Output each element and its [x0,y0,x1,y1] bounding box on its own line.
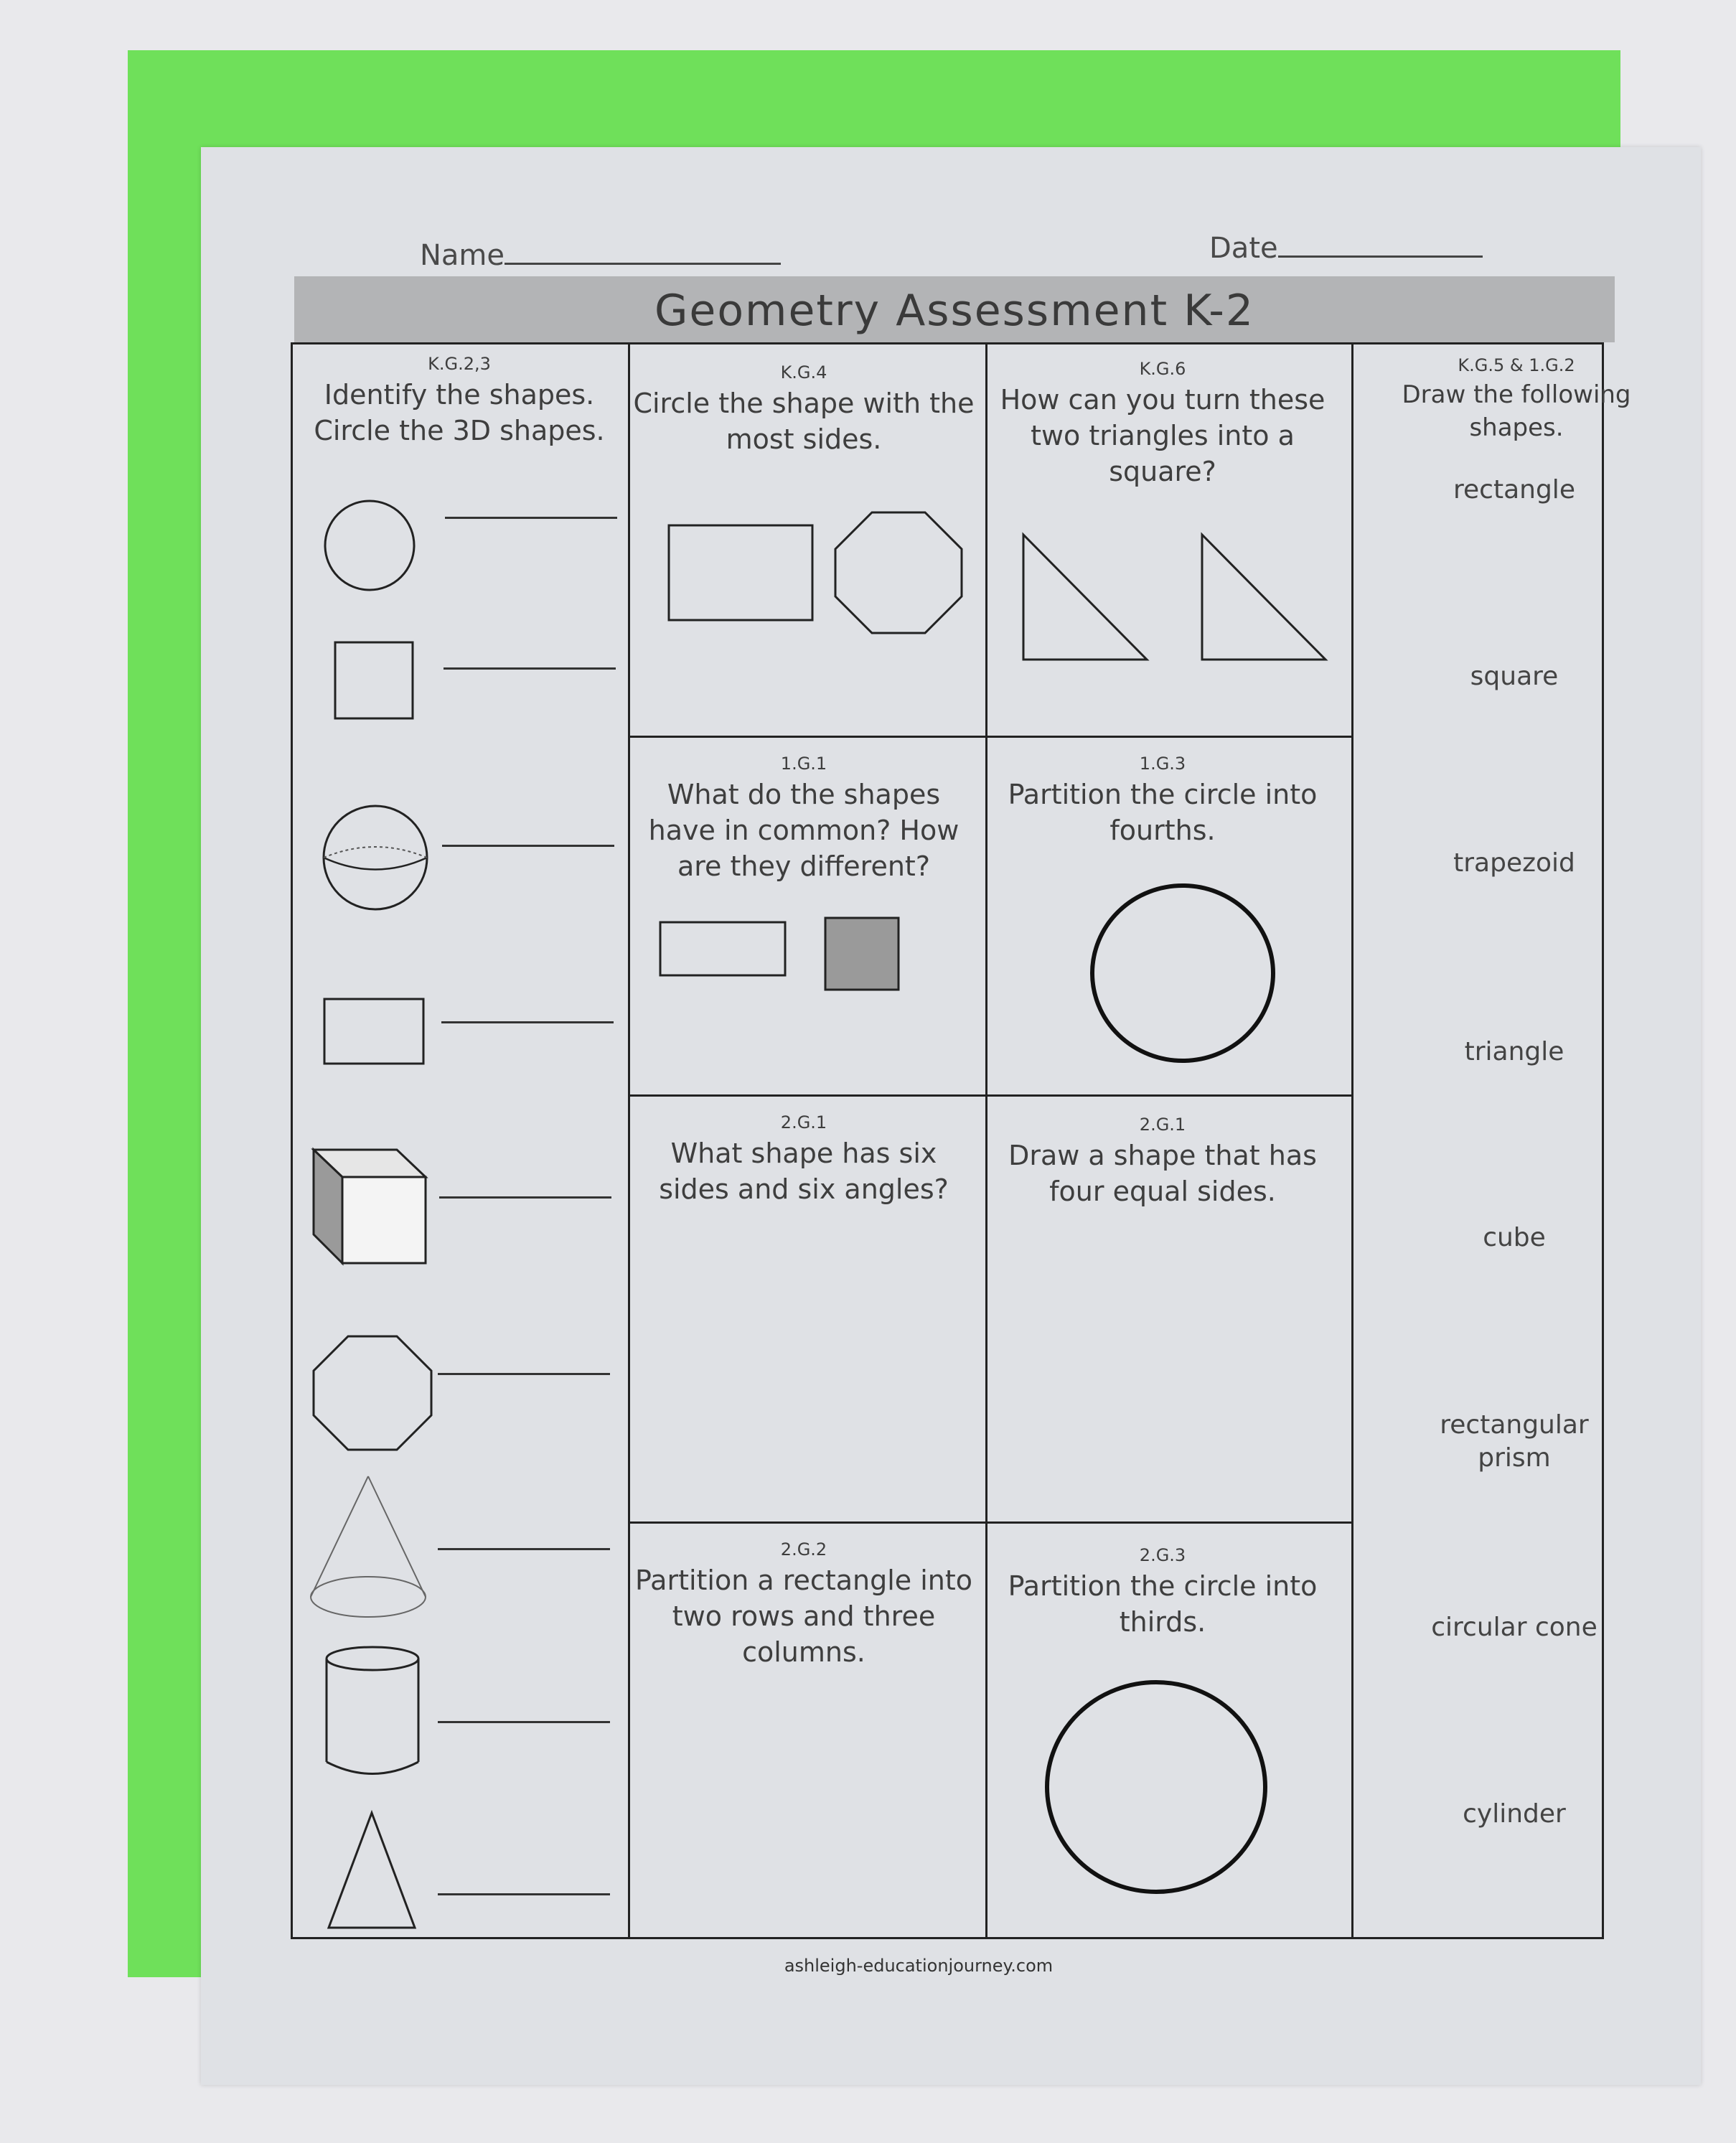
date-line[interactable] [1278,234,1483,258]
draw-item-trapezoid: trapezoid [1453,848,1575,878]
question-1g3 [990,754,1335,848]
draw-item-rectangular-prism: rectangular prism [1440,1410,1589,1473]
question-text: Partition the circle into thirds. [1008,1570,1318,1638]
triangle-icon [1200,533,1328,662]
question-kg6 [990,359,1335,489]
draw-item-square: square [1470,662,1559,691]
answer-line[interactable] [441,1021,614,1023]
octagon-icon [834,511,963,634]
standard-label: 1.G.1 [780,754,827,774]
triangle-icon [327,1811,417,1930]
date-field [1209,232,1483,265]
standard-label: 2.G.1 [1139,1115,1186,1135]
answer-line[interactable] [444,667,616,670]
rectangle-icon [667,524,814,622]
answer-line[interactable] [445,517,617,519]
standard-label: K.G.6 [1139,359,1186,379]
grid-divider [628,736,1353,738]
circle-to-partition[interactable] [1044,1679,1268,1895]
octagon-icon [312,1335,433,1451]
date-label: Date [1209,232,1278,265]
answer-line[interactable] [438,1548,610,1550]
question-1g1 [632,754,976,884]
answer-line[interactable] [442,845,614,847]
name-label: Name [420,239,505,272]
sphere-icon [322,804,429,911]
rectangle-icon [659,921,787,977]
name-line[interactable] [505,241,781,265]
question-text: What do the shapes have in common? How are they different? [648,779,960,882]
question-2g1-square [990,1115,1335,1209]
answer-line[interactable] [439,1196,611,1199]
grid-divider [628,344,630,1937]
question-text: Draw the following shapes. [1402,380,1631,442]
name-field [420,239,781,272]
standard-label: K.G.2,3 [428,354,491,374]
circle-to-partition[interactable] [1089,883,1276,1064]
standard-label: K.G.4 [780,362,827,383]
worksheet-page [201,147,1701,2085]
triangle-icon [1021,533,1149,662]
cube-icon [312,1148,428,1266]
question-draw-shapes [1362,355,1671,444]
draw-item-circular-cone: circular cone [1431,1613,1597,1642]
grid-divider [985,344,987,1937]
question-text: How can you turn these two triangles into a square? [1000,384,1326,487]
question-2g3 [990,1545,1335,1640]
question-text: Partition the circle into fourths. [1008,779,1318,846]
answer-line[interactable] [438,1721,610,1723]
standard-label: 2.G.3 [1139,1545,1186,1565]
shaded-square-icon [824,916,900,991]
question-text: Identify the shapes. Circle the 3D shapes. [314,379,605,446]
question-kg23 [294,354,624,449]
question-text: What shape has six sides and six angles? [659,1138,949,1205]
square-icon [334,641,414,720]
draw-item-cylinder: cylinder [1463,1799,1566,1829]
grid-divider [628,1521,1353,1524]
cylinder-icon [324,1646,421,1776]
question-2g1-hexagon [632,1112,976,1207]
circle-icon [323,499,416,592]
question-text: Draw a shape that has four equal sides. [1008,1140,1317,1207]
standard-label: 1.G.3 [1139,754,1186,774]
cone-icon [309,1475,428,1620]
rectangle-icon [323,998,425,1065]
answer-line[interactable] [438,1893,610,1895]
standard-label: K.G.5 & 1.G.2 [1458,355,1575,375]
page-title: Geometry Assessment K-2 [294,276,1615,342]
standard-label: 2.G.2 [780,1539,827,1560]
grid-divider [628,1094,1353,1097]
question-text: Circle the shape with the most sides. [633,388,975,455]
grid-divider [1351,344,1353,1937]
draw-item-triangle: triangle [1464,1037,1564,1066]
answer-line[interactable] [438,1373,610,1375]
draw-item-cube: cube [1483,1223,1546,1252]
footer-url: ashleigh-educationjourney.com [784,1956,1054,1976]
question-text: Partition a rectangle into two rows and three columns. [634,1565,973,1668]
draw-item-rectangle: rectangle [1453,475,1575,505]
question-kg4 [632,362,976,457]
standard-label: 2.G.1 [780,1112,827,1133]
question-2g2 [632,1539,976,1670]
